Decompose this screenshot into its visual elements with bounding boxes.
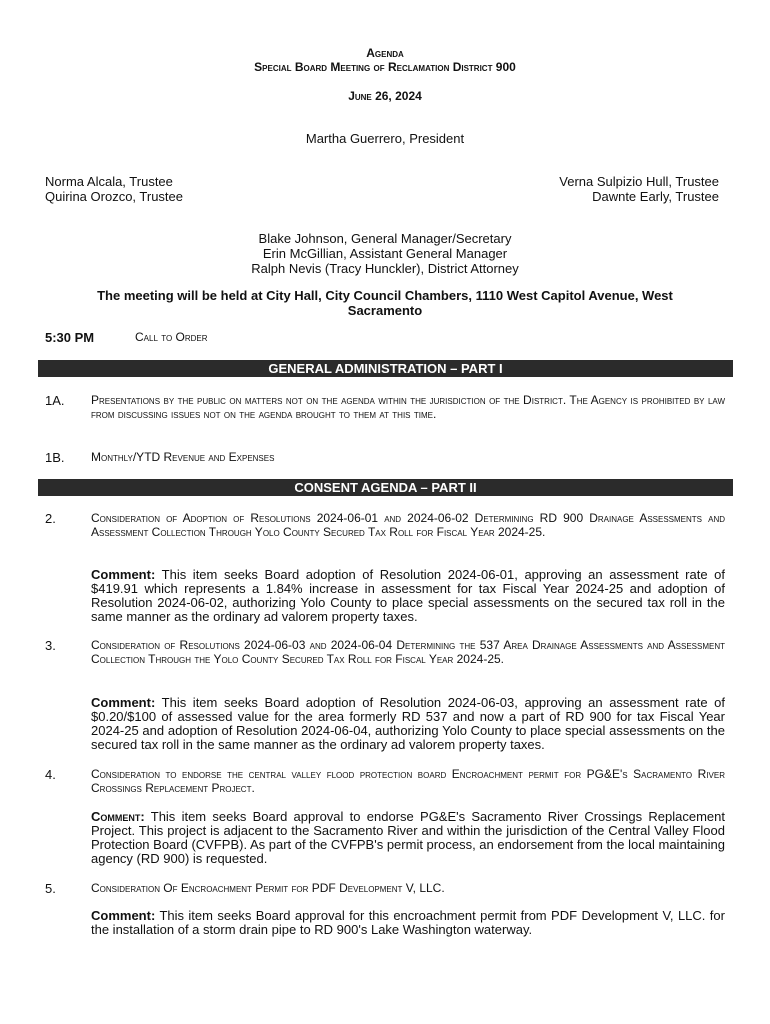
comment-text: This item seeks Board approval to endorse PG&E's Sacramento River Crossings Replacement Project. This project is adjacent to the Sacramento River and within the jurisdiction of the Central Valley Flood Protection Board (CVFPB). As part of the CVFPB's permit process, an endorsement from the local maintaining agency (RD 900) is requested.: [91, 809, 725, 866]
item-number: 2.: [45, 511, 56, 526]
comment-label: Comment:: [91, 908, 156, 923]
staff-member: Blake Johnson, General Manager/Secretary: [258, 231, 512, 246]
staff-list: [0, 231, 770, 276]
staff-member: Erin McGillian, Assistant General Manager: [262, 246, 508, 261]
agenda-item-text: Consideration Of Encroachment Permit for PDF Development V, LLC.: [91, 881, 445, 895]
item-comment: [91, 810, 725, 866]
item-number: 3.: [45, 638, 56, 653]
comment-label: Comment:: [91, 567, 156, 582]
item-comment: [91, 568, 725, 624]
trustees-right: [559, 174, 719, 204]
section-header-consent-agenda: CONSENT AGENDA – PART II: [38, 479, 733, 496]
item-number: 4.: [45, 767, 56, 782]
trustee: Quirina Orozco, Trustee: [45, 189, 183, 204]
trustees-left: [45, 174, 183, 204]
trustee: Norma Alcala, Trustee: [45, 174, 173, 189]
section-header-general-administration: GENERAL ADMINISTRATION – PART I: [38, 360, 733, 377]
agenda-item-text: Monthly/YTD Revenue and Expenses: [91, 450, 275, 464]
agenda-title: Agenda: [366, 46, 404, 60]
comment-text: This item seeks Board approval for this encroachment permit from PDF Development V, LLC. for the installation of a storm drain pipe to RD 900's Lake Washington waterway.: [91, 908, 725, 937]
call-to-order-label: Call to Order: [135, 330, 208, 344]
staff-member: Ralph Nevis (Tracy Hunckler), District Attorney: [251, 261, 519, 276]
comment-text: This item seeks Board adoption of Resolution 2024-06-03, approving an assessment rate of $0.20/$100 of assessed value for the area formerly RD 537 and now a part of RD 900 for tax Fiscal Year 2024-25 and adoption of Resolution 2024-06-04, authorizing Yolo County to place special assessments on the secured tax roll in the same manner as the ordinary ad valorem property taxes.: [91, 695, 725, 752]
president: Martha Guerrero, President: [305, 131, 465, 146]
agenda-item-text: Consideration to endorse the central valley flood protection board Encroachment permit for PG&E's Sacramento River Crossings Replacement Project.: [91, 767, 725, 795]
meeting-date: June 26, 2024: [348, 89, 422, 103]
comment-label: Comment:: [91, 809, 145, 824]
trustee: Dawnte Early, Trustee: [592, 189, 719, 204]
meeting-title: Special Board Meeting of Reclamation District 900: [254, 60, 516, 74]
agenda-item-text: Presentations by the public on matters not on the agenda within the jurisdiction of the District. The Agency is prohibited by law from discussing issues not on the agenda brought to them at this time.: [91, 393, 725, 421]
item-number: 5.: [45, 881, 56, 896]
item-number: 1B.: [45, 450, 65, 465]
agenda-item-text: Consideration of Resolutions 2024-06-03 and 2024-06-04 Determining the 537 Area Drainage Assessments and Assessment Collection Through the Yolo County Secured Tax Roll for Fiscal Year 2024-25.: [91, 638, 725, 666]
meeting-location: The meeting will be held at City Hall, City Council Chambers, 1110 West Capitol Avenue, West Sacramento: [97, 288, 673, 318]
call-to-order-time: 5:30 PM: [45, 330, 95, 345]
item-comment: [91, 909, 725, 937]
item-comment: [91, 696, 725, 752]
comment-label: Comment:: [91, 695, 156, 710]
trustee: Verna Sulpizio Hull, Trustee: [559, 174, 719, 189]
item-number: 1A.: [45, 393, 65, 408]
agenda-item-text: Consideration of Adoption of Resolutions 2024-06-01 and 2024-06-02 Determining RD 900 Drainage Assessments and Assessment Collection Through Yolo County Secured Tax Roll for Fiscal Year 2024-25.: [91, 511, 725, 539]
comment-text: This item seeks Board adoption of Resolution 2024-06-01, approving an assessment rate of $419.91 which represents a 1.84% increase in assessment for tax Fiscal Year 2024-25 and adoption of Resolution 2024-06-02, authorizing Yolo County to place special assessments on the secured tax roll in the same manner as the ordinary ad valorem property taxes.: [91, 567, 725, 624]
